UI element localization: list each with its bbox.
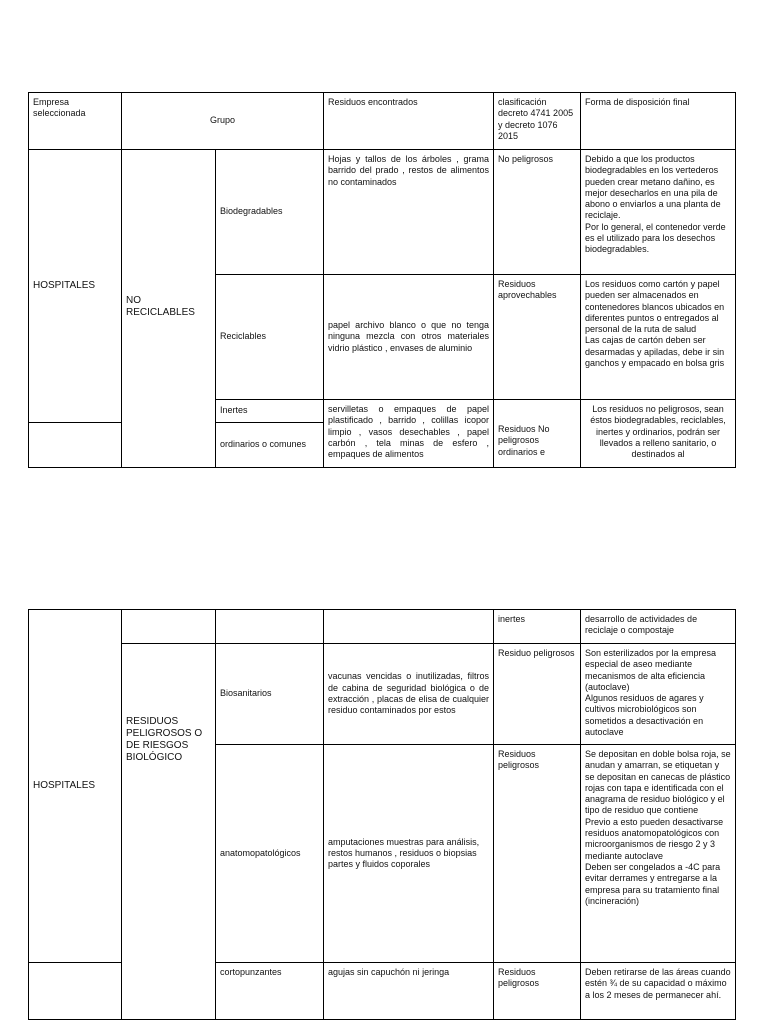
subgrupo-cell: Biodegradables [216,150,324,275]
subgrupo-cell: Reciclables [216,275,324,400]
disposicion-cell: Deben retirarse de las áreas cuando estén ¾ de su capacidad o máximo a los 2 meses de permanecer ahí. [581,963,736,1020]
disposicion-cell: Debido a que los productos biodegradables en los vertederos pueden crear metano dañino, es mejor desecharlos en una pila de abono o enviarlos a una planta de reciclaje. Por lo general, el contenedor verde es el utilizado para los desechos biodegradables. [581,150,736,275]
residuos-cell: Hojas y tallos de los árboles , grama barrido del prado , restos de alimentos no contaminados [324,150,494,275]
clasificacion-cell: Residuo peligrosos [494,644,581,745]
clasificacion-cell: Residuos No peligrosos ordinarios e [494,400,581,468]
clasificacion-cell: Residuos peligrosos [494,745,581,963]
empresa-cell-empty [29,963,122,1020]
table-row [29,644,736,745]
table-row [29,150,736,275]
subgrupo-cell: anatomopatológicos [216,745,324,963]
header-disposicion: Forma de disposición final [581,93,736,150]
disposicion-cell: desarrollo de actividades de reciclaje o compostaje [581,610,736,644]
residuos-cell: vacunas vencidas o inutilizadas, filtros de cabina de seguridad biológica o de extracción , placas de elisa de cualquier residuo contaminados por estos [324,644,494,745]
residuos-cell-empty [324,610,494,644]
clasificacion-cell: Residuos peligrosos [494,963,581,1020]
grupo-cell: RESIDUOS PELIGROSOS O DE RIESGOS BIOLÓGICO [122,644,216,1020]
clasificacion-cell: inertes [494,610,581,644]
subgrupo-cell: ordinarios o comunes [216,423,324,468]
residuos-cell: agujas sin capuchón ni jeringa [324,963,494,1020]
header-residuos: Residuos encontrados [324,93,494,150]
subgrupo-cell: Biosanitarios [216,644,324,745]
disposicion-cell: Se depositan en doble bolsa roja, se anudan y amarran, se etiquetan y se depositan en canecas de plástico rojas con tapa e identificada con el anagrama de residuo biológico y el tipo de residuo que contiene Previo a esto pueden desactivarse residuos anatomopatológicos con microorganismos de riesgo 2 y 3 mediante autoclave Deben ser congelados a -4C para evitar derrames y entregarse a la empresa para su tratamiento final (incineración) [581,745,736,963]
subgrupo-cell: Inertes [216,400,324,423]
subgrupo-cell-empty [216,610,324,644]
header-grupo: Grupo [122,93,324,150]
residuos-cell: papel archivo blanco o que no tenga ninguna mezcla con otros materiales vidrio plástico , envases de aluminio [324,275,494,400]
empresa-cell: HOSPITALES [29,150,122,423]
disposicion-cell: Son esterilizados por la empresa especial de aseo mediante mecanismos de alta eficiencia (autoclave) Algunos residuos de agares y cultivos microbiológicos son sometidos a desactivación en autoclave [581,644,736,745]
clasificacion-cell: Residuos aprovechables [494,275,581,400]
residuos-cell: servilletas o empaques de papel plastificado , barrido , colillas icopor limpio , vasos desechables , papel carbón , tela minas de esfero , empaques de alimentos [324,400,494,468]
residuos-cell: amputaciones muestras para análisis, restos humanos , residuos o biopsias partes y fluidos coporales [324,745,494,963]
empresa-cell-empty [29,423,122,468]
header-clasificacion: clasificación decreto 4741 2005 y decreto 1076 2015 [494,93,581,150]
table-row [29,610,736,644]
clasificacion-cell: No peligrosos [494,150,581,275]
header-row [29,93,736,150]
grupo-cell-empty [122,610,216,644]
disposicion-cell: Los residuos no peligrosos, sean éstos biodegradables, reciclables, inertes y ordinarios, podrán ser llevados a relleno sanitario, o destinados al [581,400,736,468]
residuos-table-bottom [28,609,736,1020]
residuos-table-top [28,92,736,468]
subgrupo-cell: cortopunzantes [216,963,324,1020]
disposicion-cell: Los residuos como cartón y papel pueden ser almacenados en contenedores blancos ubicados en diferentes puntos o entregados al personal de la ruta de salud Las cajas de cartón deben ser desarmadas y apiladas, debe ir sin ganchos y empacado en bolsa gris [581,275,736,400]
header-empresa: Empresa seleccionada [29,93,122,150]
grupo-cell: NO RECICLABLES [122,150,216,468]
empresa-cell: HOSPITALES [29,610,122,963]
